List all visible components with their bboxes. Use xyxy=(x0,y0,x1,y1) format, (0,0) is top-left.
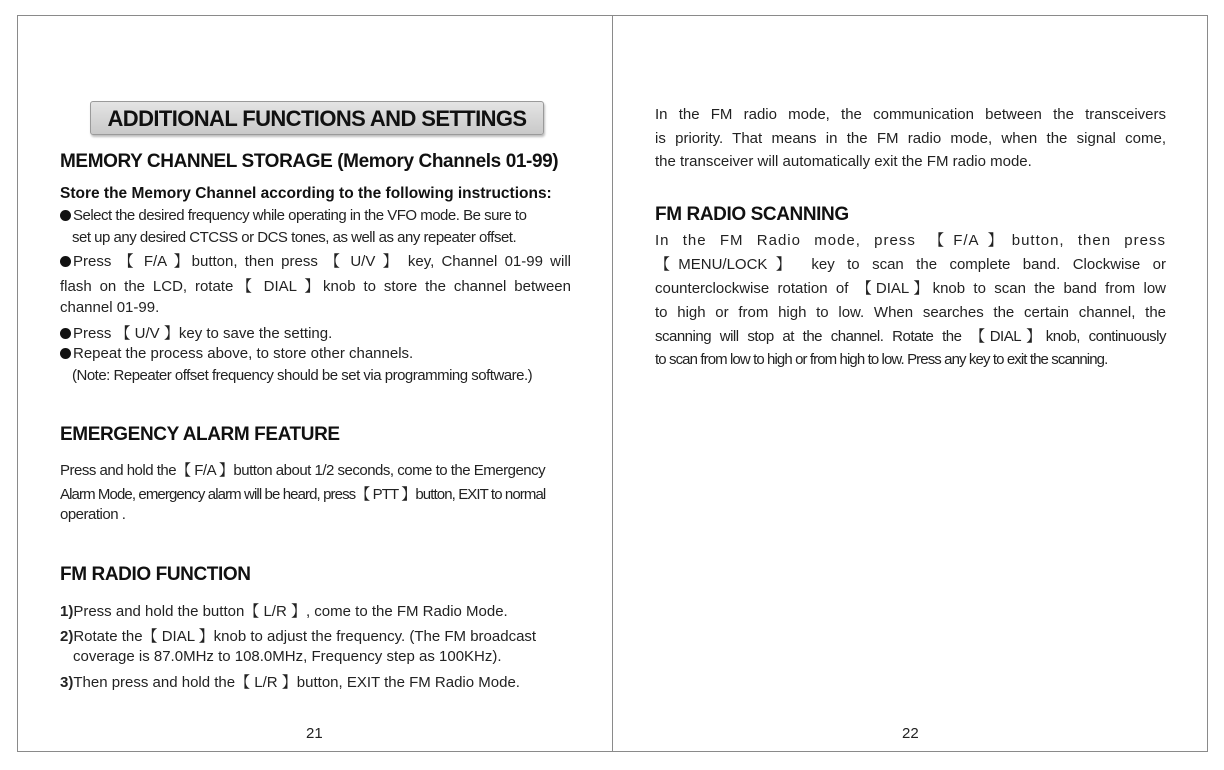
fm-intro-line-3: the transceiver will automatically exit the FM radio mode. xyxy=(655,153,1032,170)
fm-intro-line-2: is priority. That means in the FM radio mode, when the signal come, xyxy=(655,130,1166,147)
bullet-icon xyxy=(60,328,71,339)
fm-function-heading: FM RADIO FUNCTION xyxy=(60,564,251,585)
fm-step-2-cont: coverage is 87.0MHz to 108.0MHz, Frequency step as 100KHz). xyxy=(73,648,502,665)
memory-bullet-2-end: channel 01-99. xyxy=(60,299,160,316)
page-divider xyxy=(612,15,613,752)
page-number-left: 21 xyxy=(306,725,323,742)
memory-bullet-1: Select the desired frequency while operating in the VFO mode. Be sure to xyxy=(60,207,526,224)
scanning-line-6: to scan from low to high or from high to low. Press any key to exit the scanning. xyxy=(655,351,1108,368)
fm-scanning-heading: FM RADIO SCANNING xyxy=(655,204,849,225)
fm-step-2: 2)Rotate the【 DIAL 】knob to adjust the frequency. (The FM broadcast xyxy=(60,628,537,645)
fm-intro-line-1: In the FM radio mode, the communication between the transceivers xyxy=(655,106,1166,123)
bullet-icon xyxy=(60,348,71,359)
memory-bullet-2-cont: flash on the LCD, rotate【 DIAL 】knob to store the channel between xyxy=(60,278,571,295)
memory-bullet-1-cont: set up any desired CTCSS or DCS tones, as well as any repeater offset. xyxy=(72,229,517,246)
emergency-line-2: Alarm Mode, emergency alarm will be heard, press【 PTT 】button, EXIT to normal xyxy=(60,486,546,503)
emergency-line-1: Press and hold the【 F/A 】button about 1/2 seconds, come to the Emergency xyxy=(60,462,546,479)
memory-bullet-2: Press 【 F/A 】button, then press 【 U/V 】 key, Channel 01-99 will xyxy=(60,250,571,273)
memory-bullet-3: Press 【 U/V 】key to save the setting. xyxy=(60,322,332,343)
fm-step-1: 1)Press and hold the button【 L/R 】, come to the FM Radio Mode. xyxy=(60,603,508,620)
emergency-heading: EMERGENCY ALARM FEATURE xyxy=(60,424,340,445)
emergency-line-3: operation . xyxy=(60,506,126,523)
memory-subheading: Store the Memory Channel according to the following instructions: xyxy=(60,185,552,202)
memory-heading: MEMORY CHANNEL STORAGE (Memory Channels 01-99) xyxy=(60,151,559,172)
scanning-line-1: In the FM Radio mode, press 【F/A】button, then press xyxy=(655,232,1166,249)
scanning-line-2: 【MENU/LOCK】 key to scan the complete band. Clockwise or xyxy=(655,256,1166,273)
scanning-line-4: to high or from high to low. When searches the certain channel, the xyxy=(655,304,1166,321)
scanning-line-5: scanning will stop at the channel. Rotate the 【DIAL】knob, continuously xyxy=(655,328,1166,345)
scanning-line-3: counterclockwise rotation of 【DIAL】knob to scan the band from low xyxy=(655,280,1166,297)
bullet-icon xyxy=(60,256,71,267)
section-banner: ADDITIONAL FUNCTIONS AND SETTINGS xyxy=(90,101,544,135)
page-number-right: 22 xyxy=(902,725,919,742)
fm-step-3: 3)Then press and hold the【 L/R 】button, EXIT the FM Radio Mode. xyxy=(60,674,520,691)
memory-note: (Note: Repeater offset frequency should be set via programming software.) xyxy=(72,367,533,384)
bullet-icon xyxy=(60,210,71,221)
memory-bullet-4: Repeat the process above, to store other channels. xyxy=(60,345,413,362)
